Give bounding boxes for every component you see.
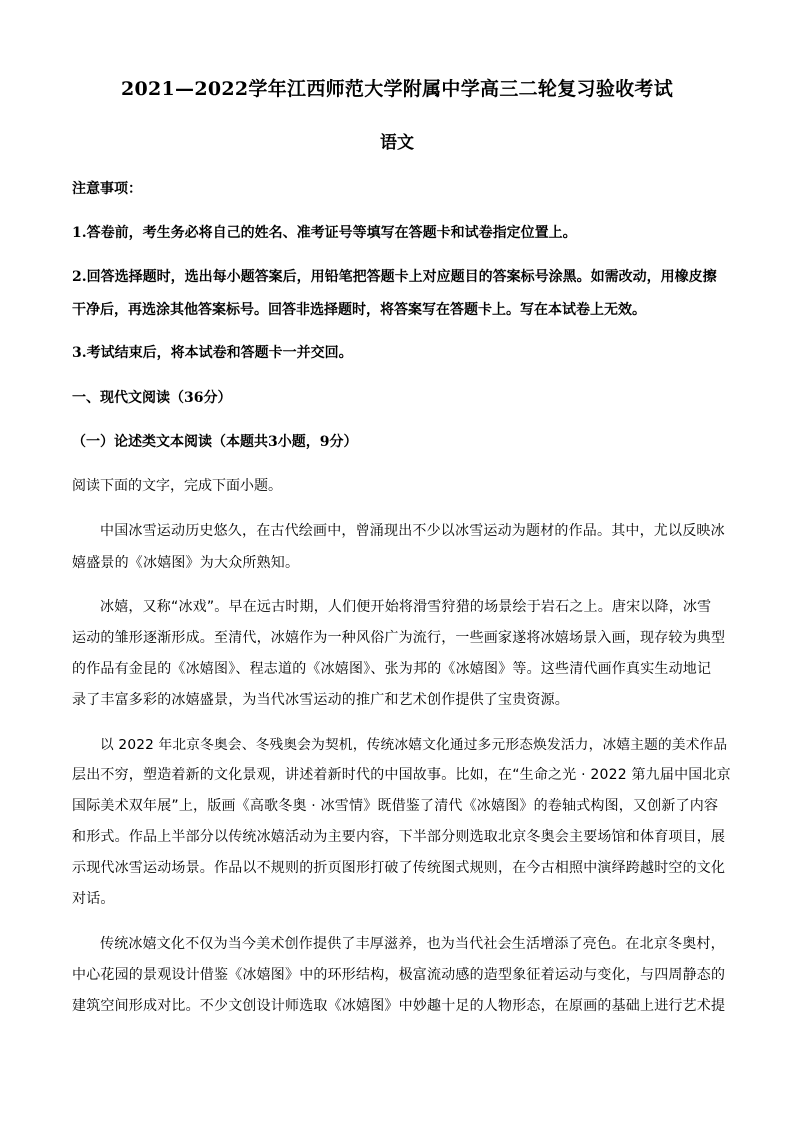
notice-item-3: 3.考试结束后，将本试卷和答题卡一并交回。 [72, 345, 353, 361]
notice-item-2-line-1: 2.回答选择题时，选出每小题答案后，用铅笔把答题卡上对应题目的答案标号涂黑。如需改动，用橡皮擦 [72, 269, 717, 285]
reading-instruction: 阅读下面的文字，完成下面小题。 [72, 478, 282, 494]
passage-line: 录了丰富多彩的冰嬉盛景，为当代冰雪运动的推广和艺术创作提供了宝贵资源。 [72, 692, 569, 708]
passage-line: 对话。 [72, 891, 115, 907]
passage-line: 运动的雏形逐渐形成。至清代，冰嬉作为一种风俗广为流行，一些画家遂将冰嬉场景入画，现存较为典型 [72, 630, 726, 646]
passage-line: 层出不穷，塑造着新的文化景观，讲述着新时代的中国故事。比如，在“生命之光 · 2022 第九届中国北京 [72, 767, 731, 783]
notice-item-1: 1.答卷前，考生务必将自己的姓名、准考证号等填写在答题卡和试卷指定位置上。 [72, 225, 577, 241]
passage-line: 嬉盛景的《冰嬉图》为大众所熟知。 [72, 555, 300, 571]
passage-line: 国际美术双年展”上，版画《高歌冬奥 · 冰雪情》既借鉴了清代《冰嬉图》的卷轴式构图，又创新了内容 [72, 798, 719, 814]
exam-title: 2021—2022学年江西师范大学附属中学高三二轮复习验收考试 [120, 78, 674, 100]
passage-line: 示现代冰雪运动场景。作品以不规则的折页图形打破了传统图式规则，在今古相照中演绎跨越时空的文化 [72, 860, 726, 876]
passage-line: 以 2022 年北京冬奥会、冬残奥会为契机，传统冰嬉文化通过多元形态焕发活力，冰嬉主题的美术作品 [100, 737, 728, 753]
passage-line: 中国冰雪运动历史悠久，在古代绘画中，曾涌现出不少以冰雪运动为题材的作品。其中，尤以反映冰 [100, 523, 725, 539]
notice-heading: 注意事项： [72, 181, 142, 197]
notice-item-2-line-2: 干净后，再选涂其他答案标号。回答非选择题时，将答案写在答题卡上。写在本试卷上无效。 [72, 302, 646, 318]
passage-line: 和形式。作品上半部分以传统冰嬉活动为主要内容，下半部分则选取北京冬奥会主要场馆和体育项目，展 [72, 829, 726, 845]
passage-line: 建筑空间形成对比。不少文创设计师选取《冰嬉图》中妙趣十足的人物形态，在原画的基础上进行艺术提 [72, 998, 726, 1014]
passage-line: 冰嬉，又称“冰戏”。早在远古时期，人们便开始将滑雪狩猎的场景绘于岩石之上。唐宋以降，冰雪 [100, 599, 712, 615]
passage-line: 传统冰嬉文化不仅为当今美术创作提供了丰厚滋养，也为当代社会生活增添了亮色。在北京冬奥村， [100, 936, 725, 952]
subject-title: 语文 [380, 133, 414, 153]
passage-line: 的作品有金昆的《冰嬉图》、程志道的《冰嬉图》、张为邦的《冰嬉图》等。这些清代画作真实生动地记 [72, 661, 712, 677]
section-heading: 一、现代文阅读（36分） [72, 390, 232, 406]
passage-line: 中心花园的景观设计借鉴《冰嬉图》中的环形结构，极富流动感的造型象征着运动与变化，与四周静态的 [72, 967, 726, 983]
section-subheading: （一）论述类文本阅读（本题共3小题，9分） [72, 434, 358, 450]
